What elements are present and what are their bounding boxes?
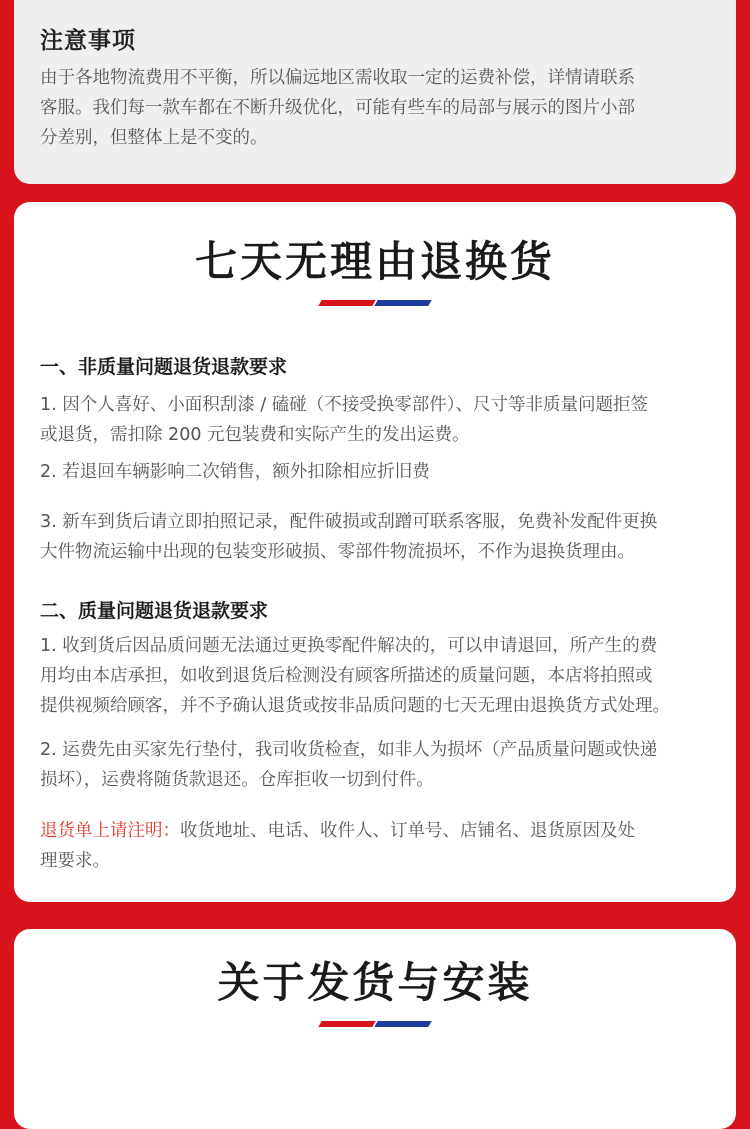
title-divider <box>40 300 710 306</box>
non-quality-item-1 <box>40 390 736 450</box>
non-quality-item-2 <box>40 457 736 487</box>
shipping-title: 关于发货与安装 <box>217 958 533 1007</box>
text-line: 损坏），运费将随货款退还。仓库拒收一切到付件。 <box>40 770 434 790</box>
note-text: 收货地址、电话、收件人、订单号、店铺名、退货原因及处 <box>180 821 635 841</box>
section-heading: 一、非质量问题退货退款要求 <box>40 356 288 378</box>
returns-title: 七天无理由退换货 <box>194 237 555 286</box>
notice-card <box>14 0 736 184</box>
text-line: 1. 因个人喜好、小面积刮漆 / 磕碰（不接受换零部件）、尺寸等非质量问题拒签 <box>40 395 649 415</box>
quality-item-2 <box>40 735 736 795</box>
notice-line: 分差别，但整体上是不变的。 <box>40 128 268 148</box>
text-line: 2. 运费先由买家先行垫付，我司收货检查，如非人为损坏（产品质量问题或快递 <box>40 740 658 760</box>
note-label: 退货单上请注明： <box>40 821 180 841</box>
section-quality <box>40 596 736 626</box>
notice-title: 注意事项 <box>40 28 136 54</box>
note-text-line-2: 理要求。 <box>40 851 110 871</box>
text-line: 3. 新车到货后请立即拍照记录，配件破损或刮蹭可联系客服，免费补发配件更换 <box>40 512 658 532</box>
notice-line: 由于各地物流费用不平衡，所以偏远地区需收取一定的运费补偿，详情请联系 <box>40 68 635 88</box>
divider-blue-bar <box>374 300 431 306</box>
title-divider <box>14 1021 736 1027</box>
text-line: 1. 收到货后因品质问题无法通过更换零配件解决的，可以申请退回，所产生的费 <box>40 636 658 656</box>
text-line: 或退货，需扣除 200 元包装费和实际产生的发出运费。 <box>40 425 470 445</box>
section-heading: 二、质量问题退货退款要求 <box>40 600 269 622</box>
text-line: 2. 若退回车辆影响二次销售，额外扣除相应折旧费 <box>40 462 430 482</box>
shipping-card <box>14 929 736 1129</box>
returns-card <box>14 202 736 902</box>
text-line: 提供视频给顾客，并不予确认退货或按非品质问题的七天无理由退换货方式处理。 <box>40 696 670 716</box>
divider-red-bar <box>318 300 375 306</box>
notice-line: 客服。我们每一款车都在不断升级优化，可能有些车的局部与展示的图片小部 <box>40 98 635 118</box>
section-non-quality <box>40 352 736 382</box>
text-line: 大件物流运输中出现的包装变形破损、零部件物流损坏，不作为退换货理由。 <box>40 542 635 562</box>
return-note <box>40 816 736 876</box>
divider-red-bar <box>318 1021 375 1027</box>
notice-body <box>40 63 710 153</box>
text-line <box>40 816 736 846</box>
non-quality-item-3 <box>40 507 736 567</box>
divider-blue-bar <box>374 1021 431 1027</box>
quality-item-1 <box>40 631 736 721</box>
text-line: 用均由本店承担，如收到退货后检测没有顾客所描述的质量问题，本店将拍照或 <box>40 666 653 686</box>
